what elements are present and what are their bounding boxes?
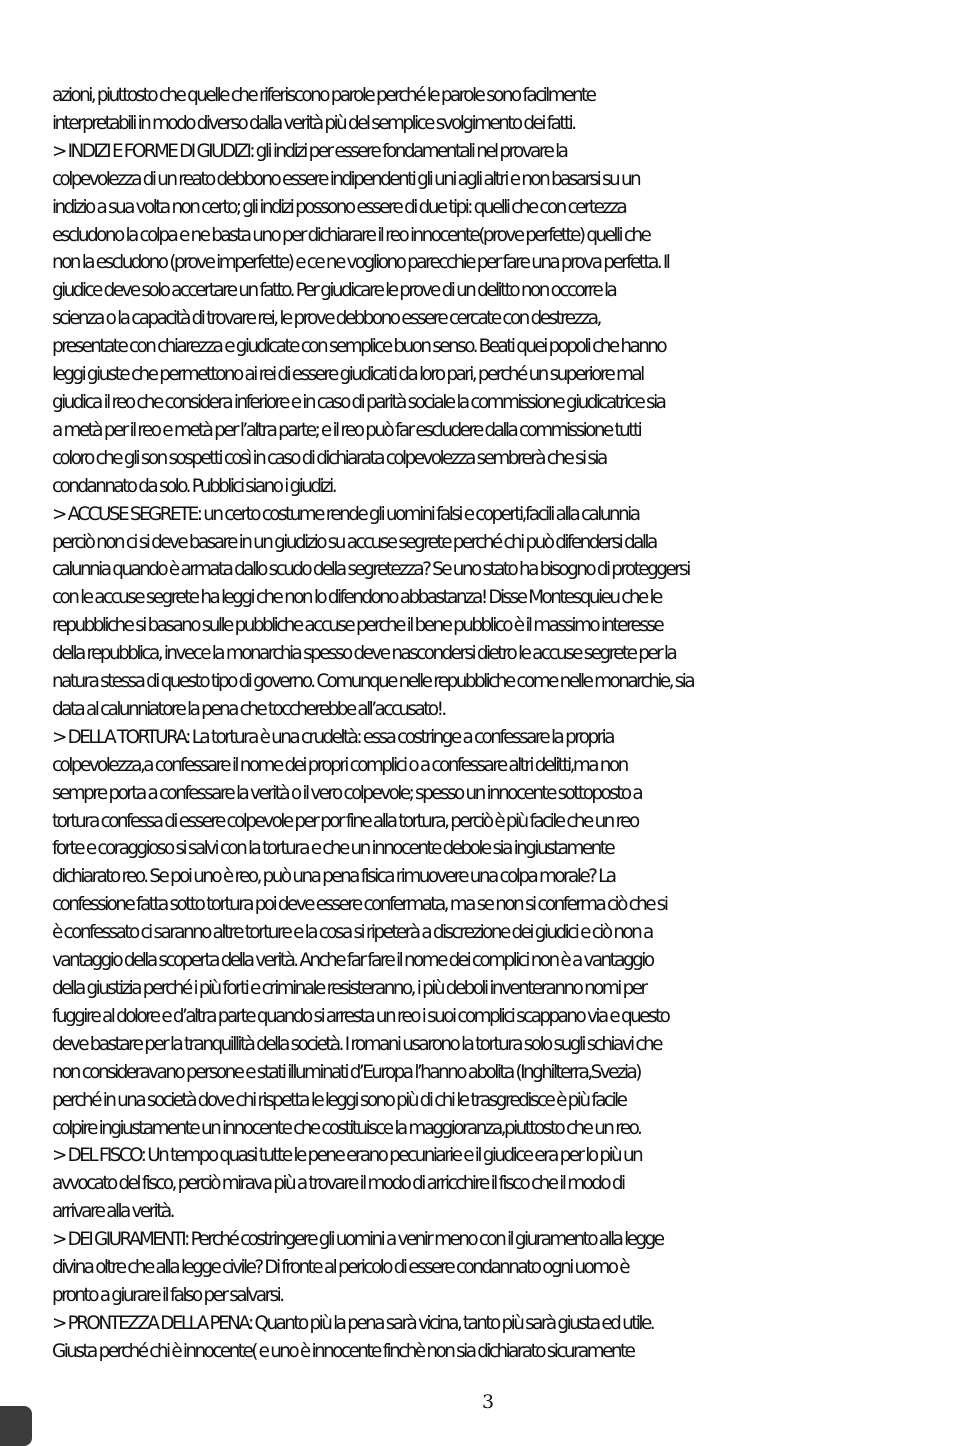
text-line: colpire ingiustamente un innocente che costituisce la maggioranza,piuttosto che un reo. <box>52 1117 641 1139</box>
text-line: della giustizia perché i più forti e criminale resisteranno, i più deboli inventeranno nomi per <box>52 978 646 999</box>
text-line: perciò non ci si deve basare in un giudizio su accuse segrete perché chi può difendersi dalla <box>52 531 656 553</box>
text-line: > DELLA TORTURA: La tortura è una crudeltà: essa costringe a confessare la propria <box>52 726 613 748</box>
text-line: > ACCUSE SEGRETE: un certo costume rende gli uomini falsi e coperti,facili alla calunnia <box>52 503 639 525</box>
text-line: divina oltre che alla legge civile? Di fronte al pericolo di essere condannato ogni uomo è <box>52 1257 628 1279</box>
text-line: della repubblica, invece la monarchia spesso deve nascondersi dietro le accuse segrete per la <box>52 643 676 665</box>
text-line: scienza o la capacità di trovare rei, le prove debbono essere cercate con destrezza, <box>52 308 600 330</box>
text-line: giudica il reo che considera inferiore e in caso di parità sociale la commissione giudicatrice sia <box>52 391 665 413</box>
text-line: confessione fatta sotto tortura poi deve essere confermata, ma se non si conferma ciò che si <box>52 894 667 916</box>
text-line: coloro che gli son sospetti così in caso di dichiarata colpevolezza sembrerà che si sia <box>52 447 606 469</box>
text-line: avvocato del fisco, perciò mirava più a trovare il modo di arricchire il fisco che il modo di <box>52 1173 624 1195</box>
text-line: non la escludono (prove imperfette) e ce ne vogliono parecchie per fare una prova perfetta. Il <box>52 252 669 274</box>
text-line: escludono la colpa e ne basta uno per dichiarare il reo innocente(prove perfette) quelli che <box>52 224 650 246</box>
text-line: natura stessa di questo tipo di governo. Comunque nelle repubbliche come nelle monarchie, sia <box>52 671 694 693</box>
text-line: > INDIZI E FORME DI GIUDIZI: gli indizi per essere fondamentali nel provare la <box>52 140 567 162</box>
text-line: condannato da solo. Pubblici siano i giudizi. <box>52 475 336 497</box>
corner-tab-button[interactable] <box>0 1406 32 1446</box>
text-line: sempre porta a confessare la verità o il vero colpevole; spesso un innocente sottoposto a <box>52 782 642 804</box>
text-line: forte e coraggioso si salvi con la tortura e che un innocente debole sia ingiustamente <box>52 838 614 860</box>
text-line: repubbliche si basano sulle pubbliche accuse perche il bene pubblico è il massimo interesse <box>52 615 663 637</box>
text-line: con le accuse segrete ha leggi che non lo difendono abbastanza! Disse Montesquieu che le <box>52 587 661 609</box>
text-line: perché in una società dove chi rispetta le leggi sono più di chi le trasgredisce è più facile <box>52 1089 626 1111</box>
text-line: colpevolezza di un reato debbono essere indipendenti gli uni agli altri e non basarsi su un <box>52 168 640 190</box>
text-line: deve bastare per la tranquillità della società. I romani usarono la tortura solo sugli schiavi che <box>52 1033 661 1055</box>
text-line: interpretabili in modo diverso dalla verità più del semplice svolgimento dei fatti. <box>52 112 575 134</box>
text-line: > DEI GIURAMENTI: Perché costringere gli uomini a venir meno con il giuramento alla legge <box>52 1229 663 1251</box>
text-line: arrivare alla verità. <box>52 1201 173 1223</box>
text-line: leggi giuste che permettono ai rei di essere giudicati da loro pari, perché un superiore mal <box>52 364 643 386</box>
text-line: è confessato ci saranno altre torture e la cosa si ripeterà a discrezione dei giudici e ciò non a <box>52 922 652 944</box>
text-line: giudice deve solo accertare un fatto. Per giudicare le prove di un delitto non occorre la <box>52 280 616 302</box>
text-line: dichiarato reo. Se poi uno è reo, può una pena fisica rimuovere una colpa morale? La <box>52 866 615 888</box>
text-line: data al calunniatore la pena che toccherebbe all’accusato!. <box>52 698 445 720</box>
text-line: > DEL FISCO: Un tempo quasi tutte le pene erano pecuniarie e il giudice era per lo più un <box>52 1145 642 1167</box>
text-line: non consideravano persone e stati illuminati d’Europa l’hanno abolita (Inghilterra,Svezia) <box>52 1061 640 1083</box>
page-number: 3 <box>481 1391 495 1413</box>
text-line: indizio a sua volta non certo; gli indizi possono essere di due tipi: quelli che con certezza <box>52 196 626 218</box>
text-line: Giusta perché chi è innocente( e uno è innocente finchè non sia dichiarato sicuramente <box>52 1340 634 1362</box>
text-line: fuggire al dolore e d’altra parte quando si arresta un reo i suoi complici scappano via e questo <box>52 1005 669 1027</box>
text-line: pronto a giurare il falso per salvarsi. <box>52 1284 283 1306</box>
text-line: calunnia quando è armata dallo scudo della segretezza? Se uno stato ha bisogno di proteggersi <box>52 559 689 581</box>
text-line: > PRONTEZZA DELLA PENA: Quanto più la pena sarà vicina, tanto più sarà giusta ed utile. <box>52 1312 654 1334</box>
text-line: presentate con chiarezza e giudicate con semplice buon senso. Beati quei popoli che hanno <box>52 336 666 358</box>
text-line: vantaggio della scoperta della verità. Anche far fare il nome dei complici non è a vantaggio <box>52 950 653 972</box>
text-line: azioni, piuttosto che quelle che riferiscono parole perché le parole sono facilmente <box>52 85 595 106</box>
text-line: tortura confessa di essere colpevole per por fine alla tortura, perciò è più facile che un reo <box>52 810 638 832</box>
text-line: a metà per il reo e metà per l’altra parte; e il reo può far escludere dalla commissione tutti <box>52 419 641 441</box>
document-body <box>52 82 932 1366</box>
text-line: colpevolezza,a confessare il nome dei propri complici o a confessare altri delitti,ma non <box>52 754 627 776</box>
